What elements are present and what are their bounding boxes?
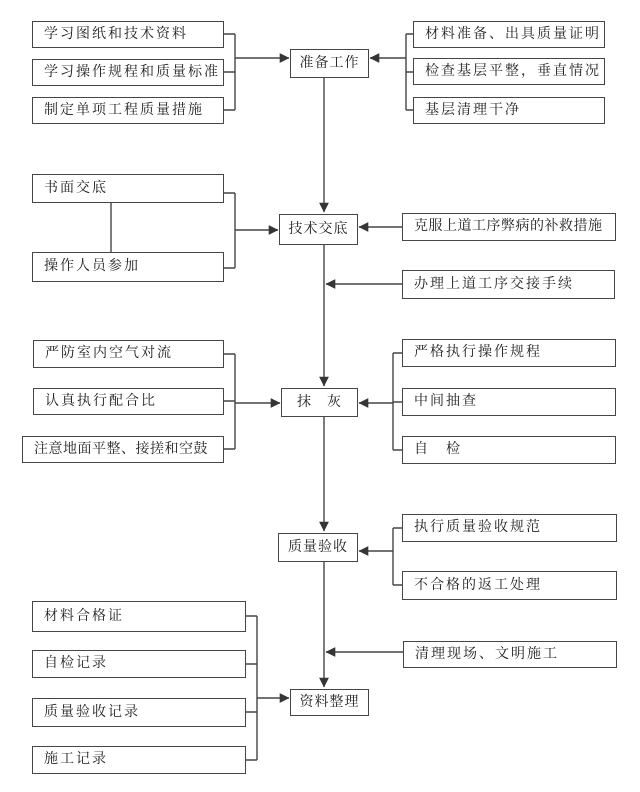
box-self-check-record: 自检记录 — [32, 650, 246, 678]
box-study-procedures: 学习操作规程和质量标准 — [32, 59, 224, 86]
box-interim-spot-check: 中间抽查 — [402, 388, 616, 416]
node-technical-disclosure: 技术交底 — [279, 214, 358, 245]
box-material-preparation: 材料准备、出具质量证明 — [413, 21, 605, 48]
node-quality-acceptance: 质量验收 — [278, 533, 358, 562]
connector-plaster-left — [222, 354, 280, 449]
box-acceptance-record: 质量验收记录 — [32, 698, 246, 727]
connector-plaster-right — [359, 353, 404, 450]
box-construction-record: 施工记录 — [32, 746, 246, 774]
node-data-archiving: 资料整理 — [290, 689, 369, 716]
box-site-cleanup: 清理现场、文明施工 — [403, 641, 617, 668]
connector-inspect-right — [359, 528, 404, 585]
box-mix-ratio: 认真执行配合比 — [33, 388, 224, 415]
node-prepare-work: 准备工作 — [290, 49, 369, 78]
box-clean-base-layer: 基层清理干净 — [413, 97, 605, 124]
box-written-disclosure: 书面交底 — [32, 174, 224, 203]
box-operating-rules: 严格执行操作规程 — [402, 339, 616, 367]
box-rework-handling: 不合格的返工处理 — [402, 571, 617, 600]
connector-archive-left — [244, 616, 289, 760]
node-plastering: 抹 灰 — [281, 388, 358, 417]
box-prevent-air-convection: 严防室内空气对流 — [33, 340, 224, 368]
connector-prepare-left — [222, 34, 289, 110]
box-material-certificate: 材料合格证 — [32, 601, 246, 632]
box-acceptance-code: 执行质量验收规范 — [402, 514, 617, 542]
box-study-drawings: 学习图纸和技术资料 — [32, 21, 224, 48]
box-operators-participate: 操作人员参加 — [32, 252, 224, 282]
box-quality-measures: 制定单项工程质量措施 — [32, 97, 224, 124]
box-remedy-measures: 克服上道工序弊病的补救措施 — [402, 213, 616, 241]
box-self-check: 自 检 — [402, 436, 616, 464]
box-check-base-layer: 检查基层平整，垂直情况 — [413, 58, 605, 85]
connector-prepare-right — [370, 34, 415, 110]
box-surface-flatness: 注意地面平整、接搓和空鼓 — [22, 436, 224, 463]
box-handover-procedures: 办理上道工序交接手续 — [402, 270, 615, 299]
